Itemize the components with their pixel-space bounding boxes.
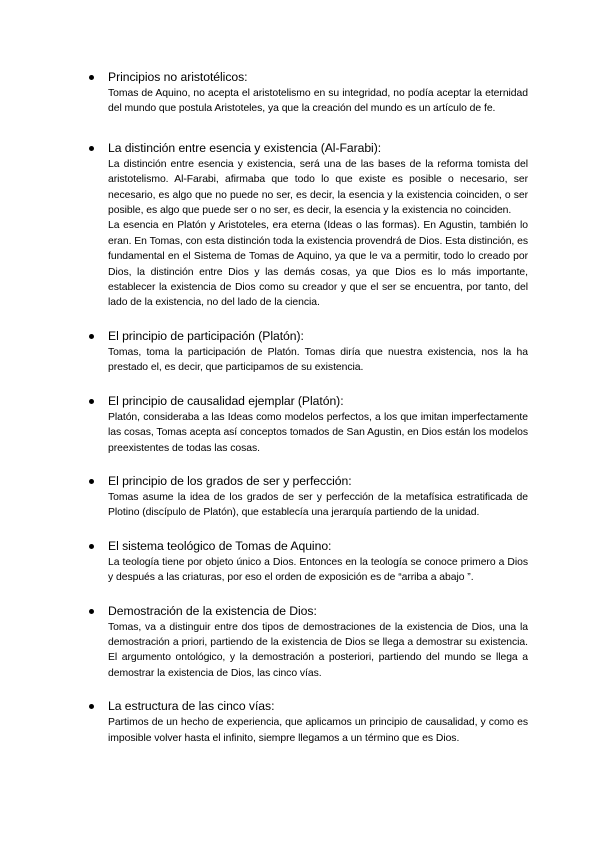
section-causalidad-ejemplar xyxy=(88,394,528,456)
bullet-icon xyxy=(89,334,94,339)
section-paragraph: La esencia en Platón y Aristoteles, era eterna (Ideas o las formas). En Agustin, también lo eran. En Tomas, con esta distinción toda la existencia provendrá de Dios. Esta distinción, es fundamental en el Sistema de Tomas de Aquino, ya que le va a permitir, todo lo creado por Dios, la distinción entre Dios y las demás cosas, ya que Dios es lo más importante, establecer la existencia de Dios como su creador y que el ser se encuentra, por tanto, del lado de la existencia, no del lado de la ciencia. xyxy=(108,220,528,309)
bullet-icon xyxy=(89,146,94,151)
section-heading: La distinción entre esencia y existencia (Al-Farabi): xyxy=(108,140,382,155)
bullet-icon xyxy=(89,704,94,709)
section-heading: Demostración de la existencia de Dios: xyxy=(108,603,317,618)
section-heading: El principio de participación (Platón): xyxy=(108,328,304,343)
section-esencia-existencia xyxy=(88,141,528,311)
bullet-icon xyxy=(89,544,94,549)
section-heading: El sistema teológico de Tomas de Aquino: xyxy=(108,538,332,553)
bullet-icon xyxy=(89,609,94,614)
section-paragraph: Partimos de un hecho de experiencia, que aplicamos un principio de causalidad, y como es imposible volver hasta el infinito, siempre llegamos a un término que es Dios. xyxy=(108,717,528,744)
bullet-icon xyxy=(89,479,94,484)
section-participacion xyxy=(88,329,528,376)
section-paragraph: Tomas de Aquino, no acepta el aristotelismo en su integridad, no podía aceptar la eternidad del mundo que postula Aristoteles, ya que la creación del mundo es un artículo de fe. xyxy=(108,88,528,115)
section-paragraph: Tomas, toma la participación de Platón. Tomas diría que nuestra existencia, nos la ha prestado el, es decir, que participamos de su existencia. xyxy=(108,346,528,374)
section-heading: Principios no aristotélicos: xyxy=(108,70,248,84)
bullet-icon xyxy=(89,399,94,404)
section-paragraph: La teología tiene por objeto único a Dios. Entonces en la teología se conoce primero a Dios y después a las criaturas, por eso el orden de exposición es de “arriba a abajo ”. xyxy=(108,556,528,584)
section-paragraph: Tomas asume la idea de los grados de ser y perfección de la metafísica estratificada de Plotino (discípulo de Platón), que establecía una jerarquía partiendo de la unidad. xyxy=(108,491,528,519)
section-heading: El principio de causalidad ejemplar (Platón): xyxy=(108,393,344,408)
bullet-icon xyxy=(89,75,94,80)
section-cinco-vias xyxy=(88,699,528,746)
section-paragraph: Platón, consideraba a las Ideas como modelos perfectos, a los que imitan imperfectamente las cosas, Tomas acepta así conceptos tomados de San Agustin, en Dios están los modelos preexistentes de todas las cosas. xyxy=(108,411,528,454)
section-paragraph: La distinción entre esencia y existencia, será una de las bases de la reforma tomista del aristotelismo. Al-Farabi, afirmaba que todo lo que existe es posible o necesario, ser necesario, es algo que no puede no ser, es decir, la esencia y la existencia coinciden, o ser posible, es algo que puede ser o no ser, es decir, la esencia y la existencia no coinciden. xyxy=(108,158,528,217)
section-sistema-teologico xyxy=(88,539,528,586)
section-heading: La estructura de las cinco vías: xyxy=(108,699,275,714)
section-heading: El principio de los grados de ser y perfección: xyxy=(108,473,352,488)
section-demostracion-existencia xyxy=(88,604,528,682)
section-paragraph: Tomas, va a distinguir entre dos tipos de demostraciones de la existencia de Dios, una la demostración a priori, partiendo de la existencia de Dios se llega a demostrar su existencia. El argumento ontológico, y la demostración a posteriori, partiendo del mundo se llega a demostrar la existencia de Dios, las cinco vías. xyxy=(108,621,528,679)
section-grados-de-ser xyxy=(88,474,528,521)
section-principios-no-aristotelicos xyxy=(88,70,528,117)
